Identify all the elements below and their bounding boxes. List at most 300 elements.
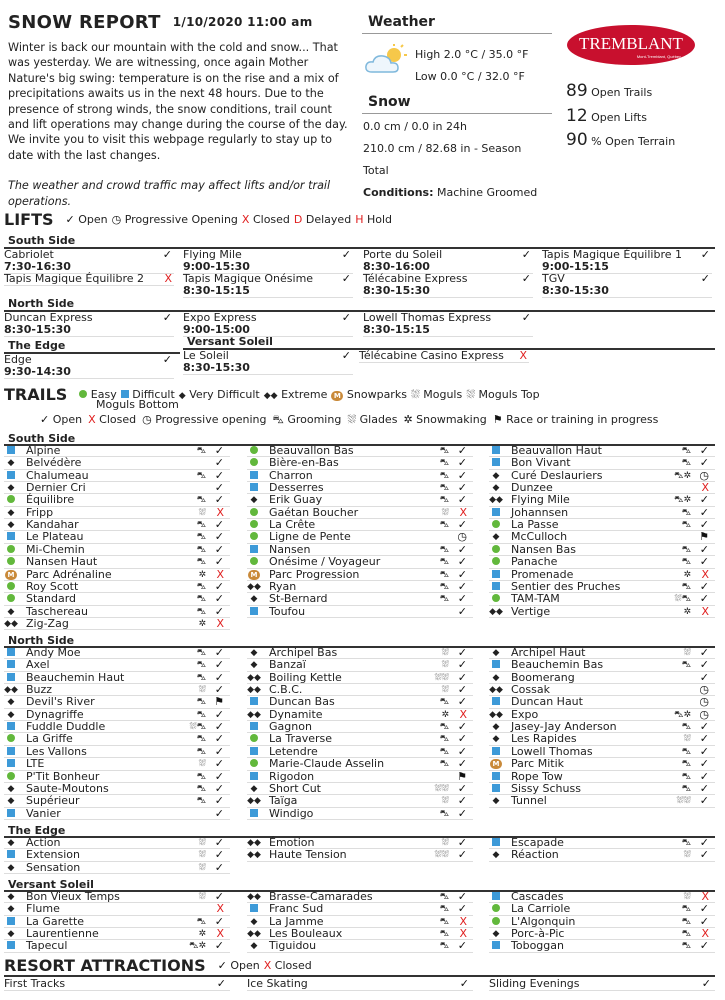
trail-name: Cascades — [511, 890, 564, 903]
trail-row[interactable] — [4, 808, 230, 820]
trail-row[interactable] — [247, 940, 473, 952]
difficulty-icon — [4, 917, 18, 929]
lift-item — [183, 249, 353, 274]
status-icon: ◷ — [457, 530, 467, 544]
trail-name: Taïga — [269, 794, 298, 808]
trail-name: Axel — [26, 658, 50, 672]
difficulty-icon — [489, 904, 503, 916]
difficulty-icon — [247, 545, 261, 557]
condition-icons: ⛍ — [439, 941, 449, 952]
lift-name: Expo Express — [183, 311, 257, 324]
difficulty-icon — [247, 570, 261, 581]
difficulty-icon — [247, 809, 261, 821]
lift-name: Flying Mile — [183, 248, 242, 261]
status-icon: ◷ — [699, 707, 709, 721]
condition-icons: ⛆ — [198, 862, 206, 873]
trail-row[interactable] — [4, 903, 230, 915]
trail-name: Fripp — [26, 505, 54, 519]
difficulty-icon — [247, 648, 261, 659]
difficulty-icon — [4, 697, 18, 708]
lift-item — [4, 354, 174, 379]
status-icon: ✓ — [699, 518, 709, 532]
lift-item — [363, 312, 533, 337]
condition-icons: ⛍ — [196, 532, 206, 543]
condition-icons: ⛍ — [681, 520, 691, 531]
difficult-icon — [250, 772, 258, 780]
status-icon: ✲ — [403, 413, 413, 426]
legend-item — [179, 388, 260, 401]
trail-row[interactable] — [489, 758, 715, 770]
trail-name: Charron — [269, 468, 313, 482]
very-difficult-icon: ◆ — [7, 892, 15, 902]
status-icon: ✓ — [457, 794, 467, 808]
trail-name: Émotion — [269, 836, 315, 849]
stat-label: Open Trails — [587, 86, 653, 99]
lift-hours: 9:30-14:30 — [4, 365, 71, 379]
status-icon: ⛍ — [272, 413, 284, 426]
trail-name: Réaction — [511, 848, 559, 862]
attraction-item[interactable] — [489, 977, 715, 991]
trail-row[interactable] — [4, 556, 230, 568]
attraction-item[interactable] — [4, 977, 230, 991]
trail-name: Standard — [26, 592, 77, 606]
lift-item — [4, 273, 174, 286]
legend-item — [40, 413, 82, 426]
legend-item — [331, 388, 407, 401]
very-difficult-icon: ◆ — [492, 483, 500, 494]
group-title: Versant Soleil — [8, 878, 94, 891]
condition-icons: ⛍ — [439, 892, 449, 902]
status-icon: ✓ — [457, 836, 467, 849]
trail-row[interactable] — [4, 457, 230, 469]
status-icon: ✓ — [457, 646, 467, 659]
legend-icon: ⛆ — [466, 388, 476, 401]
trail-row[interactable] — [489, 903, 715, 915]
condition-icons: ⛍ — [439, 697, 449, 708]
report-datetime: 1/10/2020 11:00 am — [172, 15, 313, 29]
condition-icons: ⛆ — [198, 850, 206, 861]
condition-icons: ⛍ — [196, 581, 206, 592]
difficulty-icon — [247, 483, 261, 495]
condition-icons: ⛍ — [439, 557, 449, 568]
lift-hours: 8:30-15:30 — [542, 284, 609, 298]
difficulty-icon — [4, 673, 18, 685]
trail-row[interactable] — [4, 531, 230, 543]
trail-row[interactable] — [489, 733, 715, 745]
trail-row[interactable] — [489, 659, 715, 671]
trail-row[interactable] — [247, 457, 473, 469]
lift-item — [4, 312, 174, 337]
legend-item — [66, 213, 108, 226]
trail-row[interactable] — [489, 849, 715, 861]
condition-icons: ⛆ — [441, 838, 449, 848]
status-icon: X — [241, 213, 250, 226]
difficulty-icon — [489, 892, 503, 904]
difficulty-icon — [489, 458, 503, 470]
legend-label: Open — [52, 413, 83, 426]
legend-label: Moguls — [423, 388, 463, 401]
status-icon: ✓ — [457, 848, 467, 862]
status-icon: ✓ — [457, 493, 467, 507]
difficult-icon — [7, 759, 15, 767]
status-icon: ✓ — [214, 670, 224, 684]
easy-icon — [7, 734, 15, 742]
condition-icons: ⛆ — [198, 838, 206, 848]
trail-row[interactable] — [489, 494, 715, 506]
legend-label: Delayed — [305, 213, 352, 226]
difficulty-icon — [4, 747, 18, 759]
condition-icons: ⛍ — [196, 606, 206, 617]
extreme-icon: ◆◆ — [247, 929, 261, 940]
lift-hours: 9:00-15:30 — [183, 260, 250, 274]
legend-label: Extreme — [281, 388, 328, 401]
high-temp: High 2.0 °C / 35.0 °F — [415, 48, 529, 61]
status-icon: ✓ — [699, 757, 709, 771]
difficult-icon — [7, 648, 15, 656]
difficult-icon — [250, 904, 258, 912]
status-icon: X — [164, 272, 172, 285]
trail-name: Lowell Thomas — [511, 744, 593, 758]
condition-icons: ⛍ — [439, 470, 449, 481]
difficulty-icon — [4, 545, 18, 557]
condition-icons: ⛆ — [441, 660, 449, 671]
condition-icons: ⛍ — [439, 746, 449, 757]
lift-name: TGV — [542, 272, 565, 285]
condition-icons: ⛆ — [441, 648, 449, 658]
extreme-icon: ◆◆ — [4, 685, 18, 696]
trail-name: Gagnon — [269, 720, 312, 734]
difficulty-icon — [489, 710, 503, 721]
easy-icon — [7, 582, 15, 590]
condition-icons: ⛍ — [681, 544, 691, 555]
trail-row[interactable] — [4, 758, 230, 770]
trail-name: Flume — [26, 902, 60, 916]
trail-row[interactable] — [4, 593, 230, 605]
trail-name: Parc Mitik — [511, 757, 564, 771]
difficulty-icon — [247, 594, 261, 605]
condition-icons: ⛍ — [196, 660, 206, 671]
trail-name: Sissy Schuss — [511, 781, 581, 795]
trail-name: Roy Scott — [26, 579, 79, 593]
trail-name: Short Cut — [269, 781, 321, 795]
trail-name: Vertige — [511, 604, 551, 618]
trail-name: Desserres — [269, 481, 324, 495]
difficult-icon — [7, 446, 15, 454]
trail-row[interactable] — [247, 808, 473, 820]
status-icon: D — [293, 213, 303, 226]
condition-icons: ⛍ — [196, 594, 206, 605]
difficulty-icon — [4, 838, 18, 849]
difficulty-icon — [4, 557, 18, 569]
intro-note: The weather and crowd traffic may affect lifts and/or trail operations. — [8, 179, 331, 208]
status-icon: ✓ — [457, 683, 467, 697]
extreme-icon: ◆◆ — [489, 709, 503, 720]
trail-row[interactable] — [4, 696, 230, 708]
trail-row[interactable] — [4, 862, 230, 874]
condition-icons: ⛍✲ — [189, 941, 206, 952]
trail-row[interactable] — [4, 494, 230, 506]
lift-name: Duncan Express — [4, 311, 93, 324]
trail-row[interactable] — [489, 606, 715, 618]
difficult-icon — [492, 747, 500, 755]
difficulty-icon — [4, 850, 18, 862]
status-icon: ✓ — [457, 695, 467, 709]
difficult-icon — [250, 471, 258, 479]
difficulty-icon — [247, 495, 261, 506]
very-difficult-icon: ◆ — [178, 391, 186, 401]
trail-name: Rope Tow — [511, 769, 563, 783]
easy-icon — [79, 390, 87, 398]
condition-icons: ⛍ — [196, 783, 206, 794]
trails-legend-status — [40, 413, 664, 428]
snowpark-icon: M — [5, 570, 17, 580]
status-icon: ✓ — [214, 468, 224, 482]
trail-name: Beauchemin Haut — [26, 670, 125, 684]
status-icon: ✓ — [162, 311, 172, 324]
trail-row[interactable] — [4, 659, 230, 671]
legend-item — [88, 413, 136, 426]
condition-icons: ⛍ — [196, 916, 206, 927]
status-icon: ✓ — [214, 579, 224, 593]
status-icon: ✓ — [699, 720, 709, 734]
trail-name: Escapade — [511, 836, 564, 849]
status-icon: ✓ — [214, 836, 224, 849]
extreme-icon: ◆◆ — [263, 391, 278, 401]
condition-icons: ⛍ — [439, 759, 449, 770]
snow-24h: 0.0 cm / 0.0 in 24h — [363, 120, 467, 133]
difficult-icon — [7, 809, 15, 817]
condition-icons: ⛍ — [681, 458, 691, 469]
condition-icons: ⛍ — [196, 446, 206, 456]
difficult-icon — [121, 390, 129, 398]
difficult-icon — [492, 697, 500, 705]
condition-icons: ⛆⛆ — [676, 796, 691, 807]
difficult-icon — [7, 722, 15, 730]
very-difficult-icon: ◆ — [7, 483, 15, 494]
condition-icons: ⛍ — [681, 746, 691, 757]
extreme-icon: ◆◆ — [489, 606, 503, 617]
difficulty-icon — [247, 796, 261, 807]
trail-row[interactable] — [489, 457, 715, 469]
extreme-icon: ◆◆ — [4, 618, 18, 629]
trail-row[interactable] — [489, 940, 715, 952]
trail-row[interactable] — [4, 849, 230, 861]
status-icon: ✓ — [699, 456, 709, 470]
legend-label: Closed — [252, 213, 290, 226]
trail-name: Les Rapides — [511, 732, 577, 746]
very-difficult-icon: ◆ — [7, 697, 15, 708]
difficult-icon — [250, 809, 258, 817]
status-icon: X — [701, 567, 709, 581]
status-icon: ✓ — [341, 349, 351, 362]
difficulty-icon — [247, 759, 261, 771]
trail-row[interactable] — [247, 849, 473, 861]
difficult-icon — [250, 697, 258, 705]
status-icon: X — [88, 413, 96, 426]
condition-icons: ⛆ — [683, 734, 691, 745]
condition-icons: ⛍ — [439, 916, 449, 927]
trail-row[interactable] — [489, 593, 715, 605]
condition-icons: ⛍ — [439, 594, 449, 605]
trail-name: Brasse-Camarades — [269, 890, 373, 903]
condition-icons: ⛍ — [681, 660, 691, 671]
trail-name: La Traverse — [269, 732, 333, 746]
trail-name: Flying Mile — [511, 493, 570, 507]
legend-item — [294, 213, 351, 226]
difficulty-icon — [489, 594, 503, 606]
trail-row[interactable] — [247, 531, 473, 543]
lift-hours: 8:30-15:30 — [363, 284, 430, 298]
very-difficult-icon: ◆ — [492, 648, 500, 658]
status-icon: X — [459, 505, 467, 519]
trail-row[interactable] — [489, 531, 715, 543]
legend-item — [264, 959, 312, 972]
difficult-icon — [7, 917, 15, 925]
status-icon: ✓ — [162, 248, 172, 261]
difficult-icon — [492, 784, 500, 792]
status-icon: ✓ — [457, 555, 467, 569]
status-icon: X — [701, 927, 709, 941]
extreme-icon: ◆◆ — [247, 850, 261, 861]
trail-name: Parc Adrénaline — [26, 567, 112, 581]
legend-label: Difficult — [132, 388, 175, 401]
difficulty-icon — [247, 722, 261, 734]
status-icon: ◷ — [699, 683, 709, 697]
weather-title: Weather — [368, 14, 435, 30]
section-heading: TRAILS — [4, 385, 68, 404]
status-icon: ✓ — [457, 890, 467, 903]
lift-name: Tapis Magique Équilibre 1 — [542, 248, 682, 261]
legend-label: Open — [78, 213, 108, 226]
trail-row[interactable] — [247, 733, 473, 745]
status-icon: ✓ — [700, 248, 710, 261]
trail-row[interactable] — [4, 795, 230, 807]
attraction-item[interactable] — [247, 977, 473, 991]
trail-row[interactable] — [247, 556, 473, 568]
trail-row[interactable] — [4, 618, 230, 630]
status-icon: H — [355, 213, 364, 226]
status-icon: ⚑ — [492, 413, 503, 426]
attractions-title — [4, 956, 312, 975]
trail-row[interactable] — [247, 903, 473, 915]
difficulty-icon — [247, 892, 261, 903]
very-difficult-icon: ◆ — [7, 783, 15, 794]
trail-row[interactable] — [489, 795, 715, 807]
tremblant-logo[interactable] — [566, 24, 696, 66]
difficult-icon — [492, 892, 500, 900]
lift-name: Télécabine Casino Express — [359, 349, 504, 362]
condition-icons: ⛍ — [439, 904, 449, 915]
condition-icons: ⛆⛆ — [434, 850, 449, 861]
easy-icon — [7, 545, 15, 553]
status-icon: ✓ — [457, 456, 467, 470]
trail-row[interactable] — [247, 758, 473, 770]
very-difficult-icon: ◆ — [250, 783, 258, 794]
easy-icon — [250, 759, 258, 767]
trail-row[interactable] — [247, 696, 473, 708]
status-icon: X — [459, 707, 467, 721]
trail-row[interactable] — [247, 659, 473, 671]
trail-name: Archipel Haut — [511, 646, 586, 659]
status-icon: ◷ — [699, 695, 709, 709]
difficulty-icon — [489, 734, 503, 745]
condition-icons: ⛍ — [196, 746, 206, 757]
difficulty-icon — [4, 892, 18, 903]
difficulty-icon — [247, 557, 261, 569]
group-title: The Edge — [8, 339, 66, 352]
lift-hours: 8:30-16:00 — [363, 260, 430, 274]
lift-name: Tapis Magique Équilibre 2 — [4, 272, 144, 285]
stats — [566, 80, 675, 154]
trail-name: Chalumeau — [26, 468, 89, 482]
condition-icons: ⛍ — [196, 557, 206, 568]
group-title: North Side — [8, 634, 75, 647]
lift-item — [183, 273, 353, 298]
status-icon: ✓ — [457, 481, 467, 495]
status-icon: ✓ — [699, 555, 709, 569]
condition-icons: ⛆⛆ — [434, 783, 449, 794]
status-icon: ✓ — [457, 542, 467, 556]
easy-icon — [7, 594, 15, 602]
trail-row[interactable] — [247, 494, 473, 506]
difficulty-icon — [247, 772, 261, 784]
trail-name: Tiguidou — [269, 939, 317, 953]
difficult-icon — [7, 941, 15, 949]
trail-name: Nansen — [269, 542, 311, 556]
lift-hours: 9:00-15:00 — [183, 323, 250, 337]
condition-icons: ⛍ — [681, 759, 691, 770]
trail-row[interactable] — [247, 795, 473, 807]
status-icon: ✓ — [214, 890, 224, 903]
difficulty-icon — [4, 660, 18, 672]
trail-row[interactable] — [247, 606, 473, 618]
status-icon: ✓ — [699, 493, 709, 507]
status-icon: ✓ — [457, 604, 467, 618]
difficulty-icon — [489, 557, 503, 569]
status-icon: X — [216, 505, 224, 519]
condition-icons: ⛍ — [196, 734, 206, 745]
difficulty-icon — [4, 582, 18, 594]
trail-name: Zig-Zag — [26, 616, 69, 630]
status-icon: ✓ — [214, 939, 224, 953]
difficulty-icon — [4, 941, 18, 953]
trail-row[interactable] — [489, 696, 715, 708]
very-difficult-icon: ◆ — [492, 722, 500, 733]
condition-icons: ⛍ — [681, 446, 691, 456]
stat-number: 90 — [566, 130, 588, 150]
lift-hours: 8:30-15:15 — [363, 323, 430, 337]
condition-icons: ⛍ — [439, 483, 449, 494]
difficult-icon — [250, 722, 258, 730]
trail-row[interactable] — [4, 940, 230, 952]
trail-name: LTE — [26, 757, 45, 771]
condition-icons: ⛍ — [681, 941, 691, 952]
trail-row[interactable] — [4, 733, 230, 745]
legend-label: Glades — [359, 413, 398, 426]
status-icon: ✓ — [699, 939, 709, 953]
trail-row[interactable] — [489, 556, 715, 568]
difficulty-icon — [247, 917, 261, 928]
trail-name: Jasey-Jay Anderson — [511, 720, 617, 734]
difficult-icon — [7, 532, 15, 540]
difficulty-icon — [4, 685, 18, 696]
status-icon: ✓ — [699, 579, 709, 593]
trail-row[interactable] — [247, 593, 473, 605]
difficult-icon — [492, 941, 500, 949]
status-icon: ✓ — [457, 592, 467, 606]
difficulty-icon — [489, 673, 503, 684]
status-icon: ✓ — [701, 977, 711, 990]
